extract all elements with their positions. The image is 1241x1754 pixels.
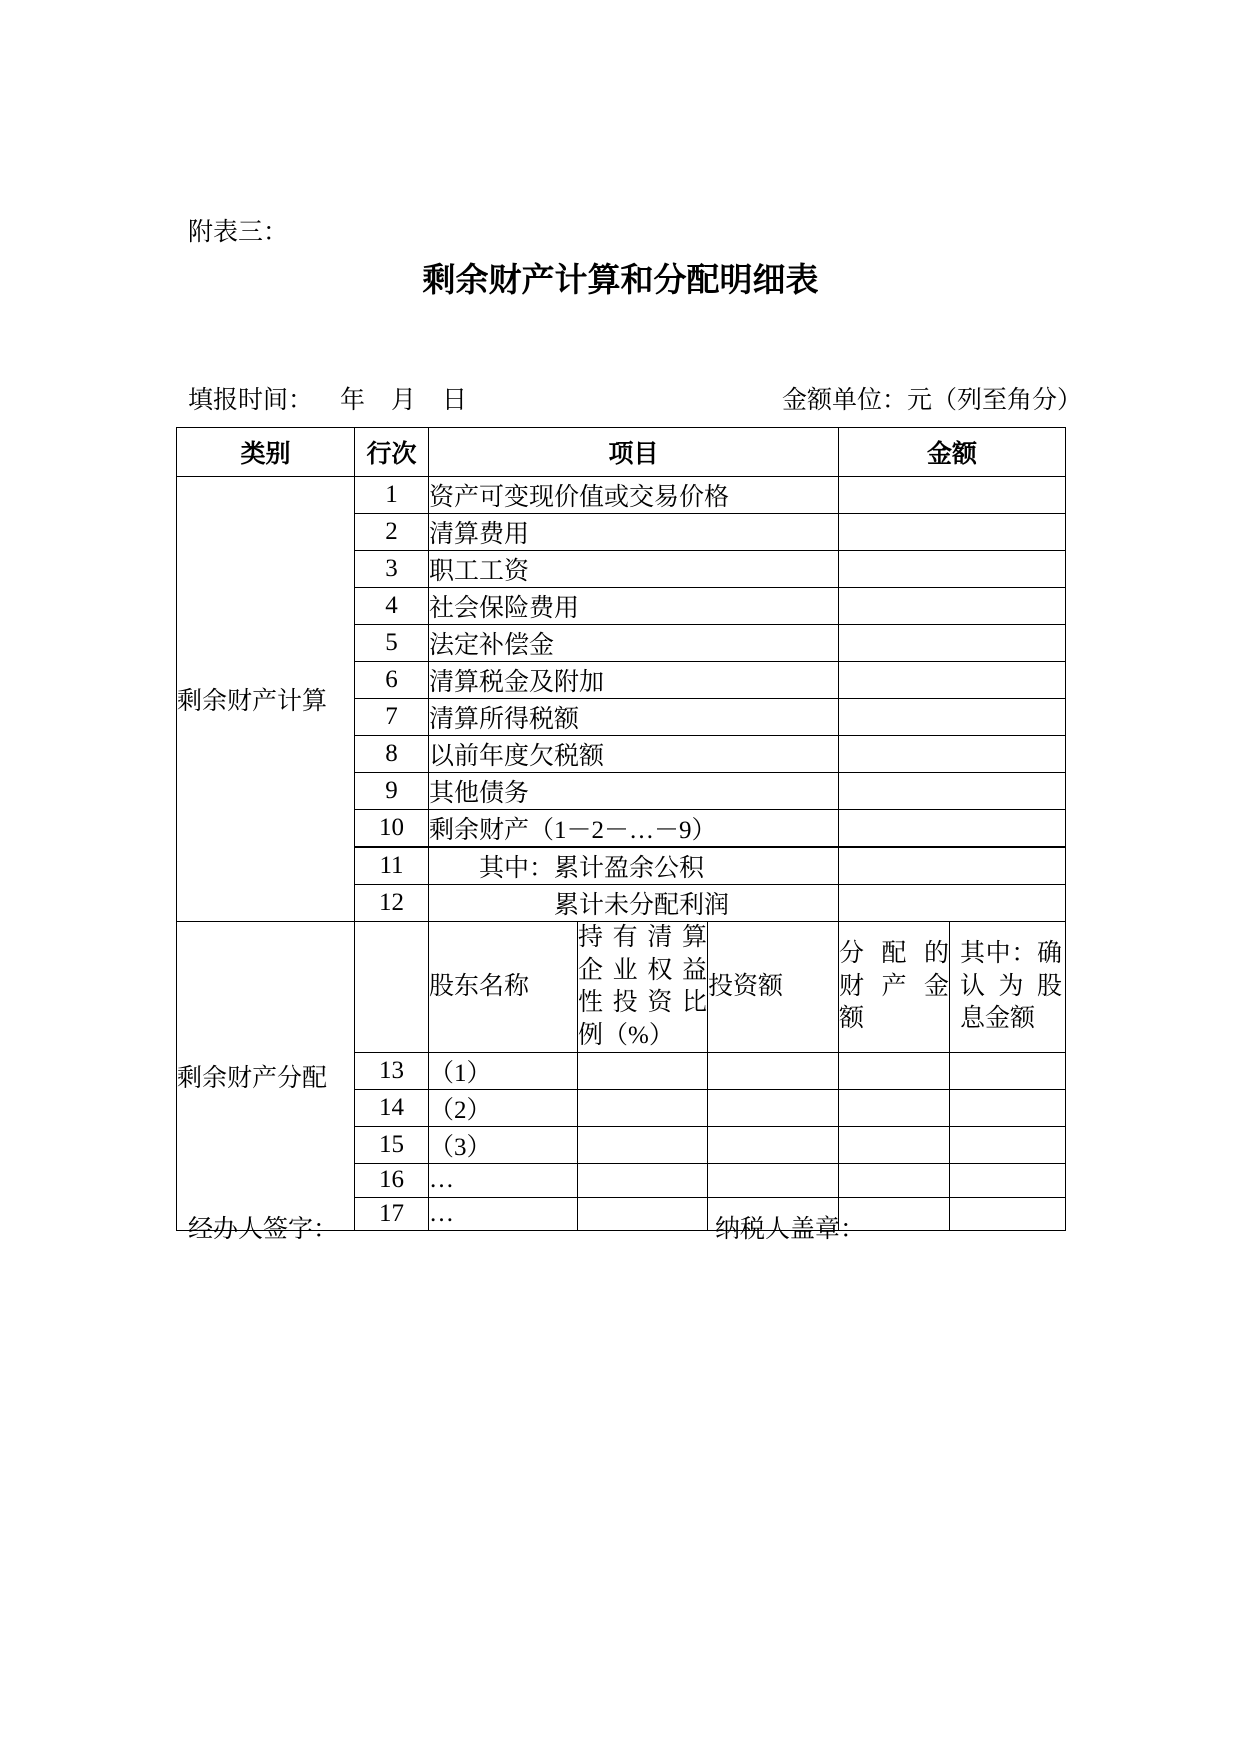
header-line: 例（%） xyxy=(578,1021,674,1049)
amount-cell xyxy=(839,773,1066,810)
header-row-number: 行次 xyxy=(355,428,429,477)
row-number: 9 xyxy=(355,773,429,810)
equity-ratio-cell xyxy=(578,1164,708,1198)
header-row xyxy=(177,428,1066,477)
row-number: 3 xyxy=(355,551,429,588)
header-line: 财产金 xyxy=(839,972,950,1000)
header-line: 企业权益 xyxy=(578,956,707,984)
row-number: 12 xyxy=(355,885,429,922)
header-line: 性投资比 xyxy=(578,989,707,1016)
header-line: 投资额 xyxy=(708,972,784,1000)
header-line: 息金额 xyxy=(960,1005,1036,1033)
row-number: 7 xyxy=(355,699,429,736)
distributed-amount-cell xyxy=(839,1053,950,1090)
equity-ratio-cell xyxy=(578,1053,708,1090)
item-label: 累计未分配利润 xyxy=(429,885,839,922)
row-number: 17 xyxy=(355,1197,429,1231)
equity-ratio-cell xyxy=(578,1090,708,1127)
row-number: 1 xyxy=(355,477,429,514)
row-number: 6 xyxy=(355,662,429,699)
amount-cell xyxy=(839,477,1066,514)
distribution-subheader-row xyxy=(177,922,1066,1053)
row-number: 13 xyxy=(355,1053,429,1090)
asset-distribution-table xyxy=(176,427,1066,1231)
dividend-amount-cell xyxy=(950,1197,1066,1231)
header-line: 分配的 xyxy=(839,940,950,968)
shareholder-cell: … xyxy=(429,1197,578,1231)
calc-row xyxy=(177,477,1066,514)
item-label: 资产可变现价值或交易价格 xyxy=(429,477,839,514)
dividend-amount-cell xyxy=(950,1164,1066,1198)
equity-ratio-cell xyxy=(578,1197,708,1231)
shareholder-cell: （3） xyxy=(429,1127,578,1164)
header-amount: 金额 xyxy=(839,428,1066,477)
dividend-amount-cell xyxy=(950,1053,1066,1090)
header-line: 额 xyxy=(839,1005,865,1033)
amount-cell xyxy=(839,699,1066,736)
dividend-portion-header xyxy=(950,922,1066,1053)
dividend-amount-cell xyxy=(950,1127,1066,1164)
shareholder-cell: （1） xyxy=(429,1053,578,1090)
taxpayer-seal-label: 纳税人盖章： xyxy=(715,1216,866,1243)
row-number: 4 xyxy=(355,588,429,625)
shareholder-cell: … xyxy=(429,1164,578,1198)
amount-cell xyxy=(839,885,1066,922)
category-calculation: 剩余财产计算 xyxy=(177,477,355,922)
amount-cell xyxy=(839,662,1066,699)
fill-date-month: 月 xyxy=(391,387,417,414)
amount-cell xyxy=(839,736,1066,773)
header-line: 认为股 xyxy=(960,972,1063,1000)
amount-unit-label: 金额单位：元（列至角分） xyxy=(781,387,1082,414)
dividend-amount-cell xyxy=(950,1090,1066,1127)
attachment-label: 附表三： xyxy=(188,219,289,246)
header-line: 持有清算 xyxy=(578,924,707,951)
item-label: 法定补偿金 xyxy=(429,625,839,662)
investment-header xyxy=(708,922,839,1053)
header-line: 其中：确 xyxy=(960,940,1063,968)
row-number: 2 xyxy=(355,514,429,551)
category-distribution: 剩余财产分配 xyxy=(177,922,355,1231)
item-label: 其他债务 xyxy=(429,773,839,810)
investment-cell xyxy=(708,1090,839,1127)
item-label: 清算费用 xyxy=(429,514,839,551)
handler-signature-label: 经办人签字： xyxy=(188,1216,339,1243)
header-category: 类别 xyxy=(177,428,355,477)
item-label: 清算所得税额 xyxy=(429,699,839,736)
row-number: 10 xyxy=(355,810,429,848)
shareholder-name-header xyxy=(429,922,578,1053)
amount-cell xyxy=(839,514,1066,551)
distributed-amount-cell xyxy=(839,1090,950,1127)
page-title: 剩余财产计算和分配明细表 xyxy=(422,260,819,299)
equity-ratio-header xyxy=(578,922,708,1053)
amount-cell xyxy=(839,810,1066,848)
investment-cell xyxy=(708,1164,839,1198)
header-line: 股东名称 xyxy=(429,972,530,1000)
investment-cell xyxy=(708,1053,839,1090)
fill-date-day: 日 xyxy=(442,387,468,414)
item-label: 职工工资 xyxy=(429,551,839,588)
amount-cell xyxy=(839,847,1066,885)
row-number: 15 xyxy=(355,1127,429,1164)
row-number: 5 xyxy=(355,625,429,662)
item-label: 其中：累计盈余公积 xyxy=(429,847,839,885)
distributed-amount-cell xyxy=(839,1127,950,1164)
item-label: 剩余财产（1－2－…－9） xyxy=(429,810,839,848)
row-number: 11 xyxy=(355,847,429,885)
item-label: 社会保险费用 xyxy=(429,588,839,625)
amount-cell xyxy=(839,551,1066,588)
item-label: 清算税金及附加 xyxy=(429,662,839,699)
fill-date-label: 填报时间： xyxy=(188,387,314,414)
amount-cell xyxy=(839,588,1066,625)
shareholder-cell: （2） xyxy=(429,1090,578,1127)
item-label: 以前年度欠税额 xyxy=(429,736,839,773)
table-body xyxy=(177,428,1066,1231)
row-number-empty xyxy=(355,922,429,1053)
header-item: 项目 xyxy=(429,428,839,477)
investment-cell xyxy=(708,1127,839,1164)
distributed-amount-cell xyxy=(839,1164,950,1198)
row-number: 14 xyxy=(355,1090,429,1127)
amount-cell xyxy=(839,625,1066,662)
distributed-amount-header xyxy=(839,922,950,1053)
equity-ratio-cell xyxy=(578,1127,708,1164)
row-number: 16 xyxy=(355,1164,429,1198)
row-number: 8 xyxy=(355,736,429,773)
fill-date-year: 年 xyxy=(340,387,366,414)
